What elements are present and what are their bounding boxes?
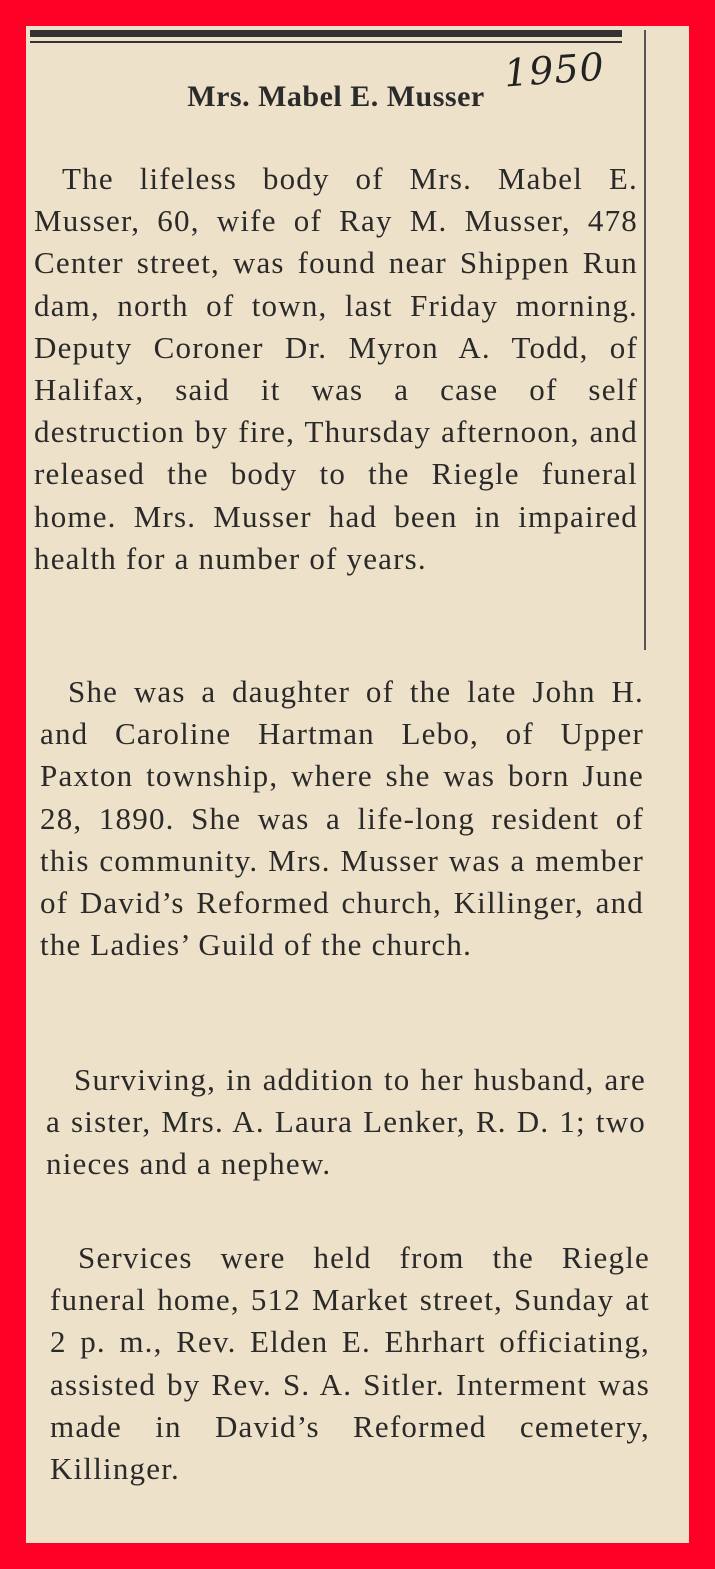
top-rule-thin <box>30 41 622 43</box>
top-rule-thick <box>30 30 622 37</box>
paragraph-biography: She was a daughter of the late John H. and Caroline Hartman Lebo, of Upper Paxton township, where she was born June 28, 1890. She was a life-long resident of this community. Mrs. Musser was a member of David’s Reformed church, Killinger, and the Ladies’ Guild of the church. <box>40 674 644 963</box>
paragraph-services: Services were held from the Riegle funeral home, 512 Market street, Sunday at 2 p. m., Rev. Elden E. Ehrhart officiating, assisted by Rev. S. A. Sitler. Interment was made in David’s Reformed cemetery, Killinger. <box>50 1240 650 1487</box>
handwritten-year: 1950 <box>502 44 607 96</box>
paragraph-survivors: Surviving, in addition to her husband, are a sister, Mrs. A. Laura Lenker, R. D. 1; two nieces and a nephew. <box>46 1062 646 1182</box>
headline: Mrs. Mabel E. Musser <box>187 80 485 113</box>
paragraph-death-notice: The lifeless body of Mrs. Mabel E. Musser, 60, wife of Ray M. Musser, 478 Center street, was found near Shippen Run dam, north of town, last Friday morning. Deputy Coroner Dr. Myron A. Todd, of Halifax, said it was a case of self destruction by fire, Thursday afternoon, and released the body to the Riegle funeral home. Mrs. Musser had been in impaired health for a number of years. <box>34 161 638 576</box>
newspaper-clipping <box>26 26 689 1543</box>
column-border <box>644 30 646 650</box>
